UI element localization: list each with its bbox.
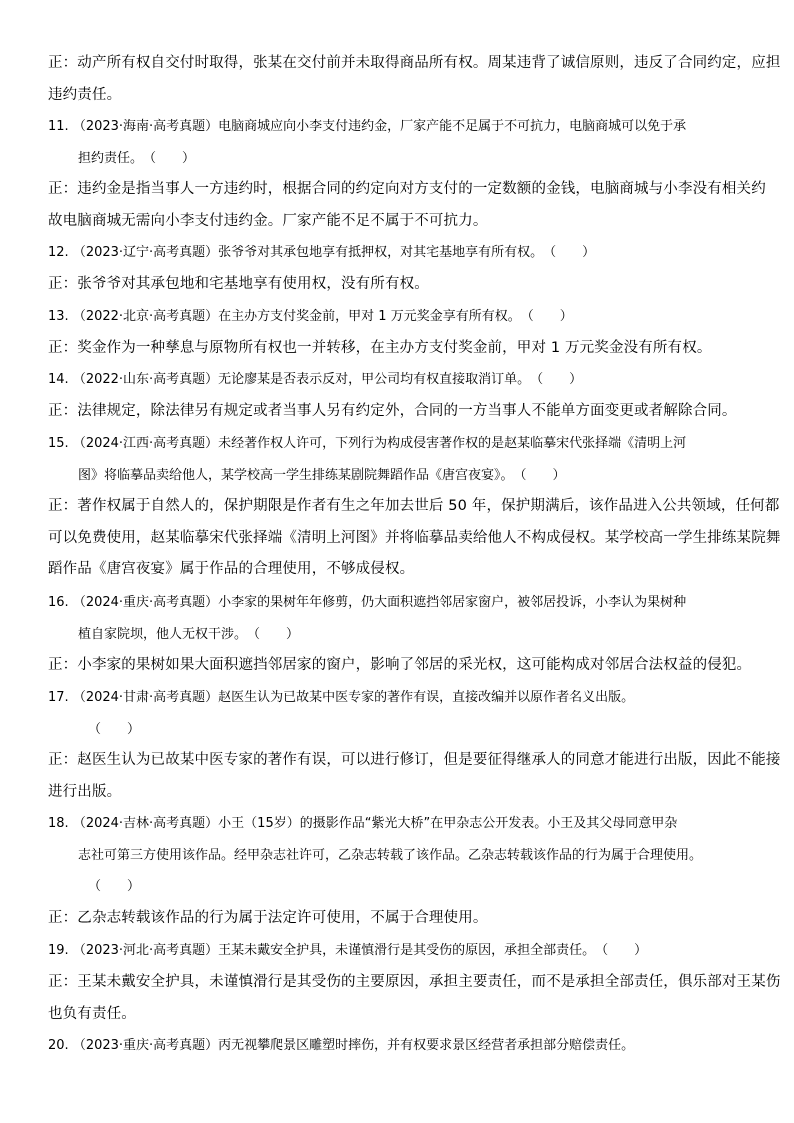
question-number: 11.	[48, 119, 69, 134]
question-19	[48, 935, 760, 967]
question-17	[48, 682, 760, 745]
answer-line: 正：著作权属于自然人的，保护期限是作者有生之年加去世后 50 年，保护期满后，该作品进入公共领域，任何都	[48, 498, 780, 514]
question-18	[48, 808, 760, 903]
question-line: （2024·吉林·高考真题）小王（15岁）的摄影作品“紫光大桥”在甲杂志公开发表。小王及其父母同意甲杂	[72, 816, 678, 831]
question-line: 植自家院坝，他人无权干涉。 （ ）	[78, 626, 300, 642]
answer-block	[48, 396, 760, 428]
question-line: （2022·山东·高考真题）无论廖某是否表示反对，甲公司均有权直接取消订单。 （ ）	[72, 372, 583, 387]
answer-line: 正：乙杂志转载该作品的行为属于法定许可使用，不属于合理使用。	[48, 910, 488, 926]
question-line: （2023·重庆·高考真题）丙无视攀爬景区雕塑时摔伤，并有权要求景区经营者承担部分赔偿责任。	[72, 1038, 635, 1053]
question-line: （2022·北京·高考真题）在主办方支付奖金前，甲对 1 万元奖金享有所有权。 （ ）	[72, 309, 573, 324]
answer-block	[48, 650, 760, 682]
question-15	[48, 428, 760, 491]
answer-block	[48, 745, 781, 808]
answer-block	[48, 269, 760, 301]
question-13	[48, 301, 760, 333]
question-line: （ ）	[88, 879, 141, 894]
answer-block	[48, 903, 760, 935]
answer-line: 正：法律规定，除法律另有规定或者当事人另有约定外，合同的一方当事人不能单方面变更或者解除合同。	[48, 403, 737, 419]
question-line: （2023·辽宁·高考真题）张爷爷对其承包地享有抵押权，对其宅基地享有所有权。 （ ）	[72, 245, 596, 260]
answer-block	[48, 333, 760, 365]
question-number: 15.	[48, 436, 69, 451]
answer-line: 进行出版。	[48, 783, 122, 800]
answer-block	[48, 491, 781, 586]
question-number: 12.	[48, 245, 69, 260]
question-11	[48, 111, 760, 174]
answer-line: 正：小李家的果树如果大面积遮挡邻居家的窗户，影响了邻居的采光权，这可能构成对邻居合法权益的侵犯。	[48, 657, 752, 673]
answer-line: 违约责任。	[48, 86, 122, 103]
answer-line: 正：奖金作为一种孳息与原物所有权也一并转移，在主办方支付奖金前，甲对 1 万元奖金没有所有权。	[48, 340, 712, 356]
question-number: 18.	[48, 816, 69, 831]
question-12	[48, 237, 760, 269]
question-line: （2023·河北·高考真题）王某未戴安全护具，未谨慎滑行是其受伤的原因，承担全部责任。 （ ）	[72, 943, 648, 958]
question-20	[48, 1030, 760, 1062]
question-number: 20.	[48, 1038, 69, 1053]
answer-line: 蹈作品《唐宫夜宴》属于作品的合理使用，不够成侵权。	[48, 561, 415, 577]
question-line: （2024·江西·高考真题）未经著作权人许可，下列行为构成侵害著作权的是赵某临摹宋代张择端《清明上河	[72, 436, 687, 451]
answer-block	[48, 967, 781, 1030]
question-number: 16.	[48, 595, 69, 610]
question-line: 志社可第三方使用该作品。经甲杂志社许可，乙杂志转载了该作品。乙杂志转载该作品的行为属于合理使用。	[78, 847, 703, 863]
answer-block	[48, 48, 781, 111]
question-line: （2024·甘肃·高考真题）赵医生认为已故某中医专家的著作有误，直接改编并以原作者名义出版。	[72, 690, 635, 705]
answer-line: 正：王某未戴安全护具，未谨慎滑行是其受伤的主要原因，承担主要责任，而不是承担全部责任，俱乐部对王某伤	[48, 974, 781, 990]
question-number: 14.	[48, 372, 69, 387]
question-number: 19.	[48, 943, 69, 958]
answer-line: 正：违约金是指当事人一方违约时，根据合同的约定向对方支付的一定数额的金钱，电脑商城与小李没有相关约	[48, 181, 766, 197]
question-line: 担约责任。 （ ）	[78, 150, 196, 166]
answer-line: 可以免费使用，赵某临摹宋代张择端《清明上河图》并将临摹品卖给他人不构成侵权。某学校高一学生排练某院舞	[48, 529, 781, 546]
question-number: 17.	[48, 690, 69, 705]
question-14	[48, 364, 760, 396]
question-line: （2024·重庆·高考真题）小李家的果树年年修剪，仍大面积遮挡邻居家窗户，被邻居投诉，小李认为果树种	[72, 595, 687, 610]
question-number: 13.	[48, 309, 69, 324]
answer-block	[48, 174, 766, 237]
question-16	[48, 587, 760, 650]
question-line: （2023·海南·高考真题）电脑商城应向小李支付违约金，厂家产能不足属于不可抗力，电脑商城可以免于承	[72, 119, 687, 134]
answer-line: 也负有责任。	[48, 1005, 136, 1022]
question-line: 图》将临摹品卖给他人，某学校高一学生排练某剧院舞蹈作品《唐宫夜宴》。 （ ）	[78, 467, 566, 483]
answer-line: 故电脑商城无需向小李支付违约金。厂家产能不足不属于不可抗力。	[48, 212, 488, 229]
question-line: （ ）	[88, 721, 141, 737]
answer-line: 正：赵医生认为已故某中医专家的著作有误，可以进行修订，但是要征得继承人的同意才能进行出版，因此不能接	[48, 752, 781, 768]
answer-line: 正：张爷爷对其承包地和宅基地享有使用权，没有所有权。	[48, 276, 429, 292]
answer-line: 正：动产所有权自交付时取得，张某在交付前并未取得商品所有权。周某违背了诚信原则，违反了合同约定，应担	[48, 55, 781, 71]
